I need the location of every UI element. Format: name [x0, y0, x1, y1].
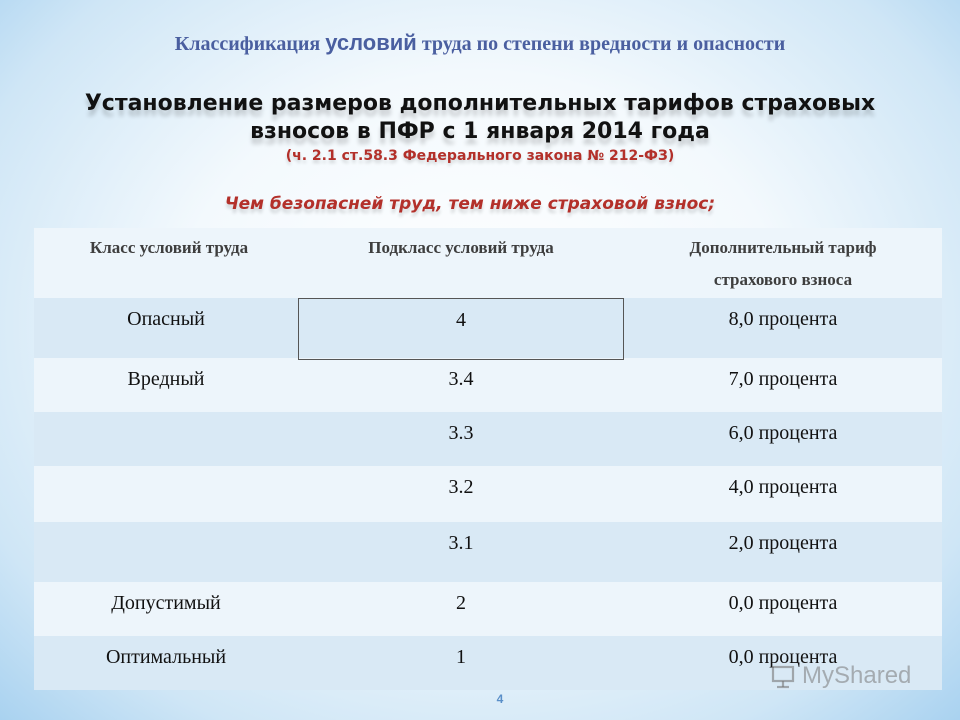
- heading-text-emphasis: условий: [325, 30, 417, 55]
- tariff-table: [34, 228, 942, 690]
- watermark: [770, 662, 911, 690]
- table-cell-subclass: 3.2: [448, 476, 474, 498]
- table-cell-subclass: 2: [456, 592, 466, 614]
- table-cell-subclass: 3.3: [448, 422, 474, 444]
- column-header-tariff-line-1: Дополнительный тариф: [689, 238, 877, 257]
- tagline: Чем безопасней труд, тем ниже страховой взнос;: [224, 194, 716, 214]
- table-cell-subclass: 4: [298, 298, 624, 360]
- table-cell-class: Вредный: [127, 368, 205, 390]
- table-cell-class: Допустимый: [111, 592, 221, 614]
- table-cell-class: Оптимальный: [105, 646, 227, 668]
- table-cell-subclass: 1: [456, 646, 466, 668]
- table-cell-tariff: 6,0 процента: [728, 422, 838, 444]
- table-cell-tariff: 8,0 процента: [728, 308, 838, 330]
- table-cell-tariff: 7,0 процента: [728, 368, 838, 390]
- heading-text-after: труда по степени вредности и опасности: [416, 33, 786, 55]
- table-cell-subclass: 3.1: [448, 532, 474, 554]
- table-cell-tariff: 2,0 процента: [728, 532, 838, 554]
- table-cell-tariff: 0,0 процента: [728, 592, 838, 614]
- column-header-class: Класс условий труда: [89, 238, 249, 257]
- table-cell-tariff: 0,0 процента: [728, 646, 838, 668]
- table-cell-class: Опасный: [127, 308, 205, 330]
- subtitle-line-2: взносов в ПФР с 1 января 2014 года: [250, 119, 710, 144]
- table-cell-subclass: 3.4: [448, 368, 474, 390]
- slide-subtitle: [0, 90, 960, 146]
- slide-heading: [0, 30, 960, 56]
- watermark-text: MyShared: [802, 662, 912, 689]
- heading-text-before: Классификация: [174, 33, 326, 55]
- presentation-board-icon: [770, 663, 796, 689]
- column-header-subclass: Подкласс условий труда: [368, 238, 554, 257]
- column-header-tariff-line-2: страхового взноса: [713, 270, 853, 289]
- page-number: 4: [496, 692, 504, 706]
- law-reference: (ч. 2.1 ст.58.3 Федерального закона № 212-ФЗ): [285, 148, 675, 164]
- subtitle-line-1: Установление размеров дополнительных тарифов страховых: [84, 91, 876, 116]
- table-cell-tariff: 4,0 процента: [728, 476, 838, 498]
- column-header-tariff: [624, 228, 942, 296]
